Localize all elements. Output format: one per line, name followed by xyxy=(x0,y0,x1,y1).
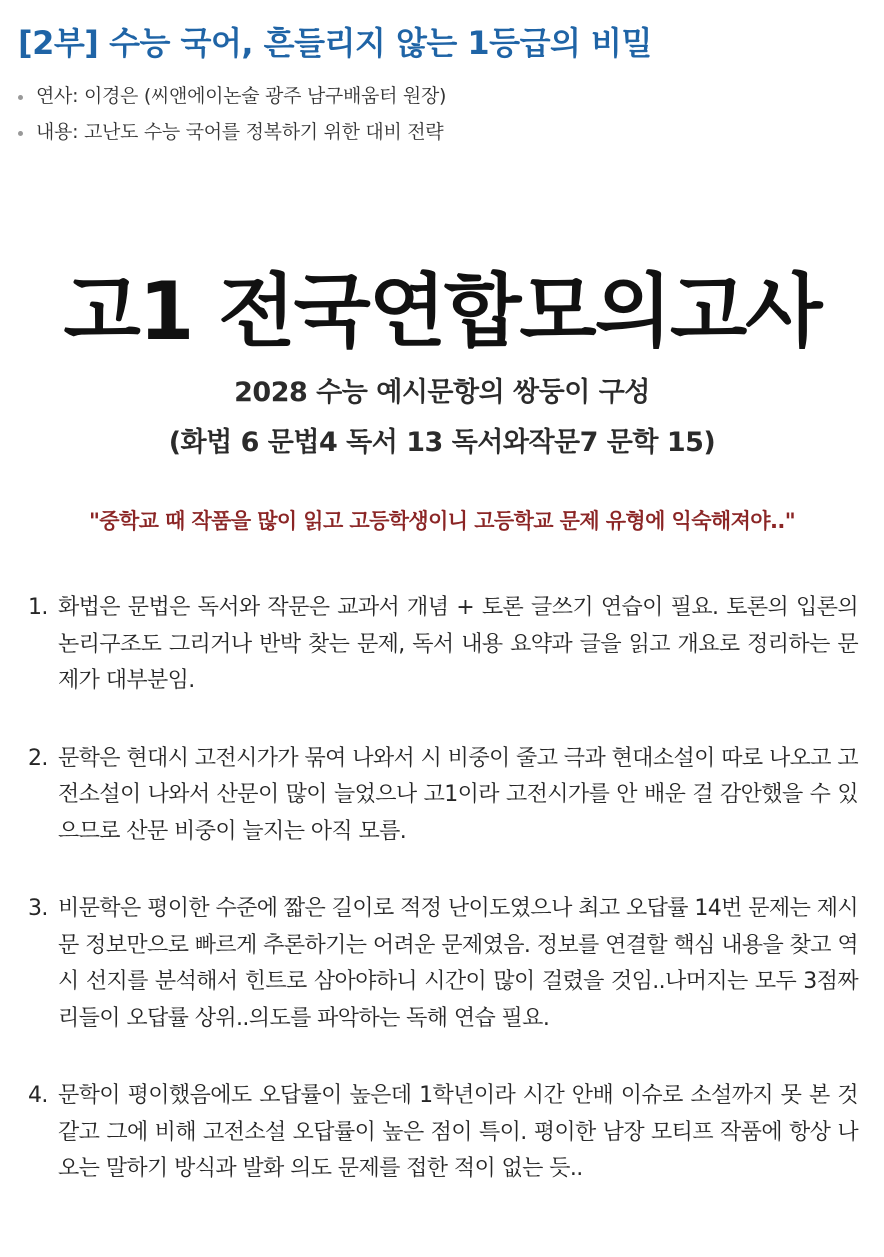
card-quote: "중학교 때 작품을 많이 읽고 고등학생이니 고등학교 문제 유형에 익숙해져야.." xyxy=(88,509,796,533)
card-title: 고1 전국연합모의고사 xyxy=(63,265,821,358)
card-composition: (화법 6 문법4 독서 13 독서와작문7 문학 15) xyxy=(168,427,716,458)
point-text: 문학은 현대시 고전시가가 묶여 나와서 시 비중이 줄고 극과 현대소설이 따로 나오고 고전소설이 나와서 산문이 많이 늘었으나 고1이라 고전시가를 안 배운 걸 감안했을 수 있으므로 산문 비중이 늘지는 아직 모름. xyxy=(58,745,858,844)
point-number: 2. xyxy=(28,745,48,771)
point-text: 화법은 문법은 독서와 작문은 교과서 개념 + 토론 글쓰기 연습이 필요. 토론의 입론의 논리구조도 그리거나 반박 찾는 문제, 독서 내용 요약과 글을 읽고 개요로 정리하는 문제가 대부분임. xyxy=(58,595,858,693)
analysis-point xyxy=(28,1078,858,1188)
analysis-point xyxy=(28,891,858,1037)
meta-list xyxy=(18,82,446,154)
point-text: 문학이 평이했음에도 오답률이 높은데 1학년이라 시간 안배 이슈로 소설까지 못 본 것 같고 그에 비해 고전소설 오답률이 높은 점이 특이. 평이한 남장 모티프 작품에 항상 나오는 말하기 방식과 발화 의도 문제를 접한 적이 없는 듯.. xyxy=(58,1083,858,1181)
point-text: 비문학은 평이한 수준에 짧은 길이로 적정 난이도였으나 최고 오답률 14번 문제는 제시문 정보만으로 빠르게 추론하기는 어려운 문제였음. 정보를 연결할 핵심 내용을 찾고 역시 선지를 분석해서 힌트로 삼아야하니 시간이 많이 걸렸을 것임..나머지는 모두 3점짜리들이 오답률 상위..의도를 파악하는 독해 연습 필요. xyxy=(58,896,858,1031)
card-subtitle: 2028 수능 예시문항의 쌍둥이 구성 xyxy=(234,377,650,408)
content-line: 내용: 고난도 수능 국어를 정복하기 위한 대비 전략 xyxy=(18,118,446,154)
point-number: 3. xyxy=(28,896,48,921)
speaker-line: 연사: 이경은 (씨앤에이논술 광주 남구배움터 원장) xyxy=(18,82,446,118)
point-number: 4. xyxy=(28,1083,48,1108)
analysis-point xyxy=(28,741,858,851)
analysis-point xyxy=(28,590,858,700)
point-number: 1. xyxy=(28,595,48,620)
section-heading: [2부] 수능 국어, 흔들리지 않는 1등급의 비밀 xyxy=(18,24,652,62)
analysis-points xyxy=(28,590,858,1229)
exam-summary-image xyxy=(0,220,884,1257)
